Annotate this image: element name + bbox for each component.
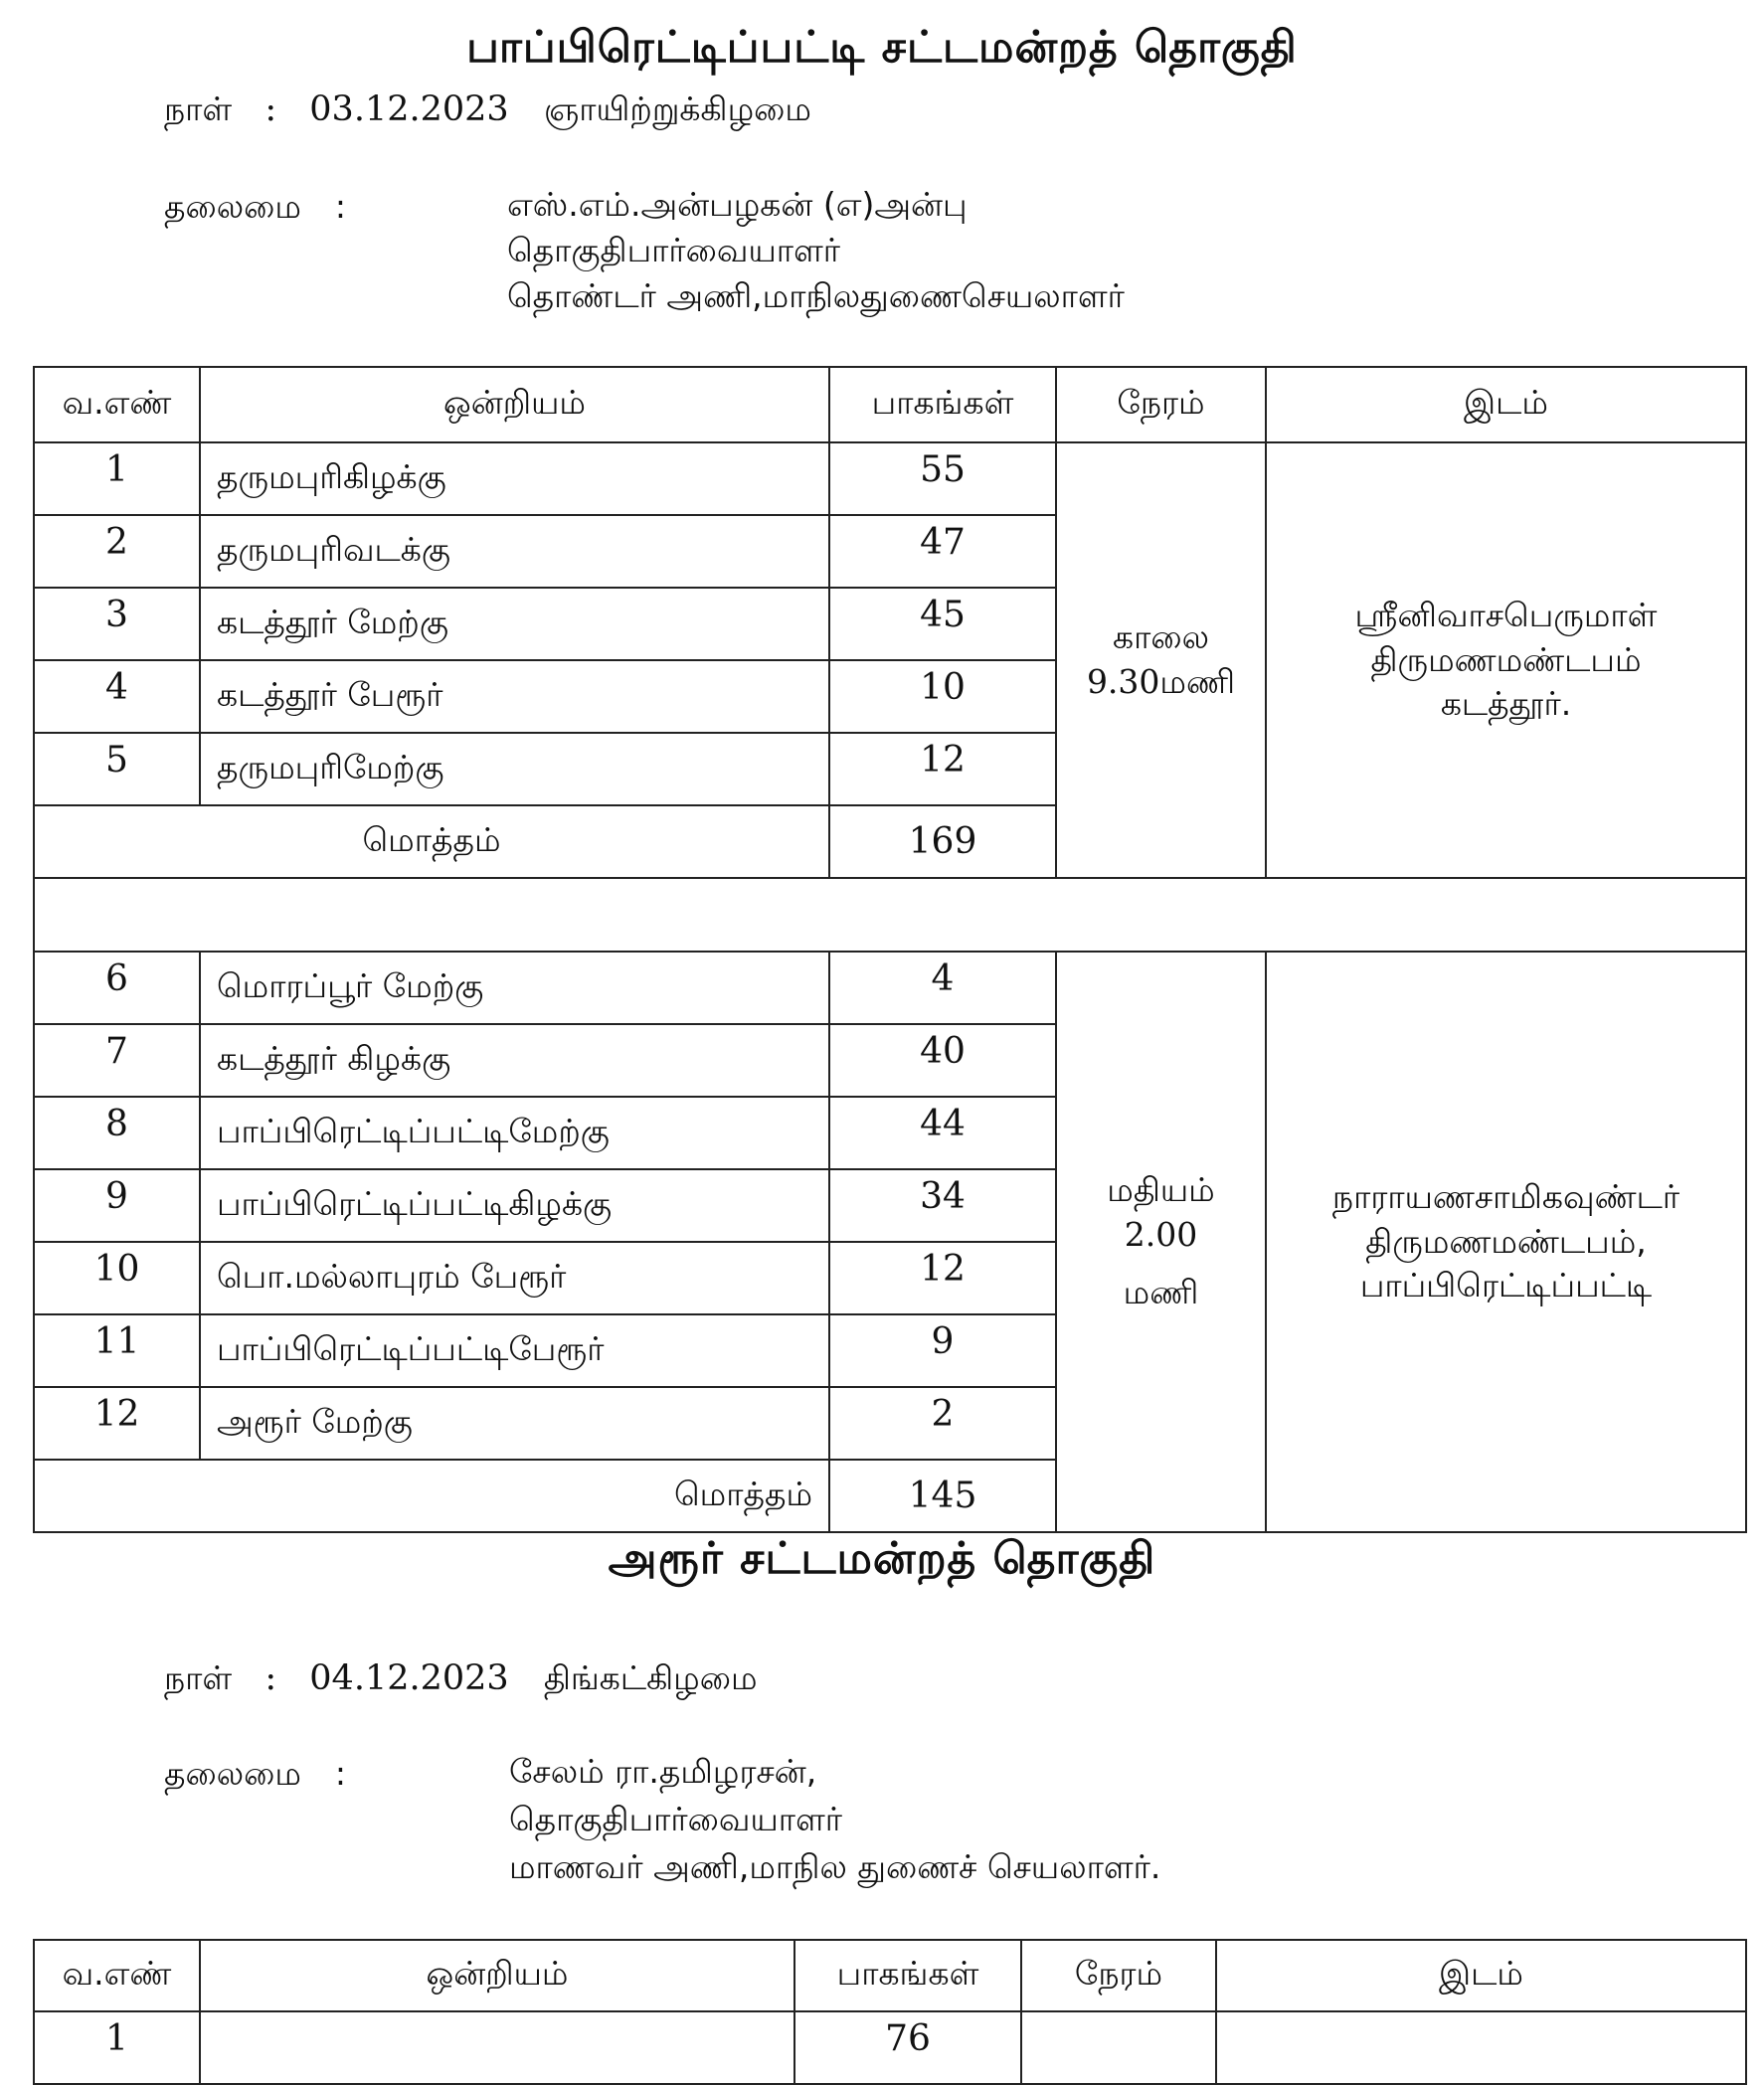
row-serial: 1 — [34, 2011, 200, 2084]
section2-chair-line-3: மாணவர் அணி,மாநில துணைச் செயலாளர். — [509, 1847, 1161, 1886]
section2-title: அரூர் சட்டமன்றத் தொகுதி — [608, 1533, 1156, 1584]
group1-time: காலை 9.30மணி — [1056, 442, 1266, 878]
section1-chair-line-2: தொகுதிபார்வையாளர் — [507, 231, 840, 269]
row-serial: 6 — [34, 952, 200, 1024]
date-value: 04.12.2023 — [309, 1658, 509, 1698]
row-parts: 76 — [794, 2011, 1021, 2084]
spacer-row — [34, 878, 1746, 952]
row-serial: 1 — [34, 442, 200, 515]
row-serial: 9 — [34, 1169, 200, 1242]
row-union: தருமபுரிவடக்கு — [200, 515, 829, 588]
group1-place: ஸ்ரீனிவாசபெருமாள் திருமணமண்டபம் கடத்தூர். — [1266, 442, 1746, 878]
total-value: 145 — [829, 1460, 1056, 1532]
row-union: பாப்பிரெட்டிப்பட்டிமேற்கு — [200, 1097, 829, 1169]
header-time: நேரம் — [1021, 1940, 1216, 2011]
header-place: இடம் — [1266, 367, 1746, 442]
section1-chair-line-1: எஸ்.எம்.அன்பழகன் (எ)அன்பு — [507, 185, 968, 224]
row-union: அரூர் மேற்கு — [200, 1387, 829, 1460]
row-union: மொரப்பூர் மேற்கு — [200, 952, 829, 1024]
row-serial: 7 — [34, 1024, 200, 1097]
table-row — [34, 2011, 1746, 2084]
row-place — [1216, 2011, 1746, 2084]
row-union: தருமபுரிகிழக்கு — [200, 442, 829, 515]
total-label: மொத்தம் — [34, 805, 829, 878]
schedule-table-2 — [33, 1939, 1747, 2085]
section1-title: பாப்பிரெட்டிப்பட்டி சட்டமன்றத் தொகுதி — [466, 22, 1298, 73]
row-serial: 4 — [34, 660, 200, 733]
table-row — [34, 952, 1746, 1024]
row-union — [200, 2011, 794, 2084]
section2-date-line — [164, 1658, 758, 1702]
row-parts: 2 — [829, 1387, 1056, 1460]
row-serial: 3 — [34, 588, 200, 660]
row-parts: 47 — [829, 515, 1056, 588]
row-parts: 44 — [829, 1097, 1056, 1169]
row-parts: 4 — [829, 952, 1056, 1024]
date-value: 03.12.2023 — [309, 89, 509, 129]
total-label: மொத்தம் — [34, 1460, 829, 1532]
table-row — [34, 442, 1746, 515]
section1-date-line — [164, 89, 811, 133]
header-parts: பாகங்கள் — [794, 1940, 1021, 2011]
section1-chair-line-3: தொண்டர் அணி,மாநிலதுணைசெயலாளர் — [507, 276, 1125, 315]
row-serial: 12 — [34, 1387, 200, 1460]
row-serial: 8 — [34, 1097, 200, 1169]
row-parts: 40 — [829, 1024, 1056, 1097]
row-parts: 9 — [829, 1314, 1056, 1387]
header-place: இடம் — [1216, 1940, 1746, 2011]
schedule-table-1 — [33, 366, 1747, 1533]
header-time: நேரம் — [1056, 367, 1266, 442]
day-value: ஞாயிற்றுக்கிழமை — [543, 89, 811, 128]
row-union: பொ.மல்லாபுரம் பேரூர் — [200, 1242, 829, 1314]
row-serial: 10 — [34, 1242, 200, 1314]
row-union: பாப்பிரெட்டிப்பட்டிகிழக்கு — [200, 1169, 829, 1242]
header-serial: வ.எண் — [34, 1940, 200, 2011]
header-serial: வ.எண் — [34, 367, 200, 442]
row-union: கடத்தூர் பேரூர் — [200, 660, 829, 733]
row-union: கடத்தூர் கிழக்கு — [200, 1024, 829, 1097]
total-value: 169 — [829, 805, 1056, 878]
row-parts: 12 — [829, 733, 1056, 805]
section1-chair-label: தலைமை : — [164, 187, 347, 226]
row-serial: 11 — [34, 1314, 200, 1387]
row-union: பாப்பிரெட்டிப்பட்டிபேரூர் — [200, 1314, 829, 1387]
row-union: கடத்தூர் மேற்கு — [200, 588, 829, 660]
row-parts: 12 — [829, 1242, 1056, 1314]
row-parts: 10 — [829, 660, 1056, 733]
colon: : — [265, 1658, 277, 1698]
header-parts: பாகங்கள் — [829, 367, 1056, 442]
section2-chair-line-2: தொகுதிபார்வையாளர் — [509, 1800, 842, 1838]
section2-chair-line-1: சேலம் ரா.தமிழரசன், — [509, 1752, 817, 1791]
group2-time: மதியம் 2.00 மணி — [1056, 952, 1266, 1532]
day-value: திங்கட்கிழமை — [543, 1658, 758, 1697]
group2-place: நாராயணசாமிகவுண்டர் திருமணமண்டபம், பாப்பிரெட்டிப்பட்டி — [1266, 952, 1746, 1532]
row-time — [1021, 2011, 1216, 2084]
section2-chair-label: தலைமை : — [164, 1754, 347, 1793]
row-parts: 34 — [829, 1169, 1056, 1242]
row-serial: 2 — [34, 515, 200, 588]
row-parts: 55 — [829, 442, 1056, 515]
date-label: நாள் — [164, 89, 233, 128]
row-parts: 45 — [829, 588, 1056, 660]
header-union: ஒன்றியம் — [200, 1940, 794, 2011]
header-union: ஒன்றியம் — [200, 367, 829, 442]
row-union: தருமபுரிமேற்கு — [200, 733, 829, 805]
colon: : — [265, 89, 277, 129]
row-serial: 5 — [34, 733, 200, 805]
date-label: நாள் — [164, 1658, 233, 1697]
